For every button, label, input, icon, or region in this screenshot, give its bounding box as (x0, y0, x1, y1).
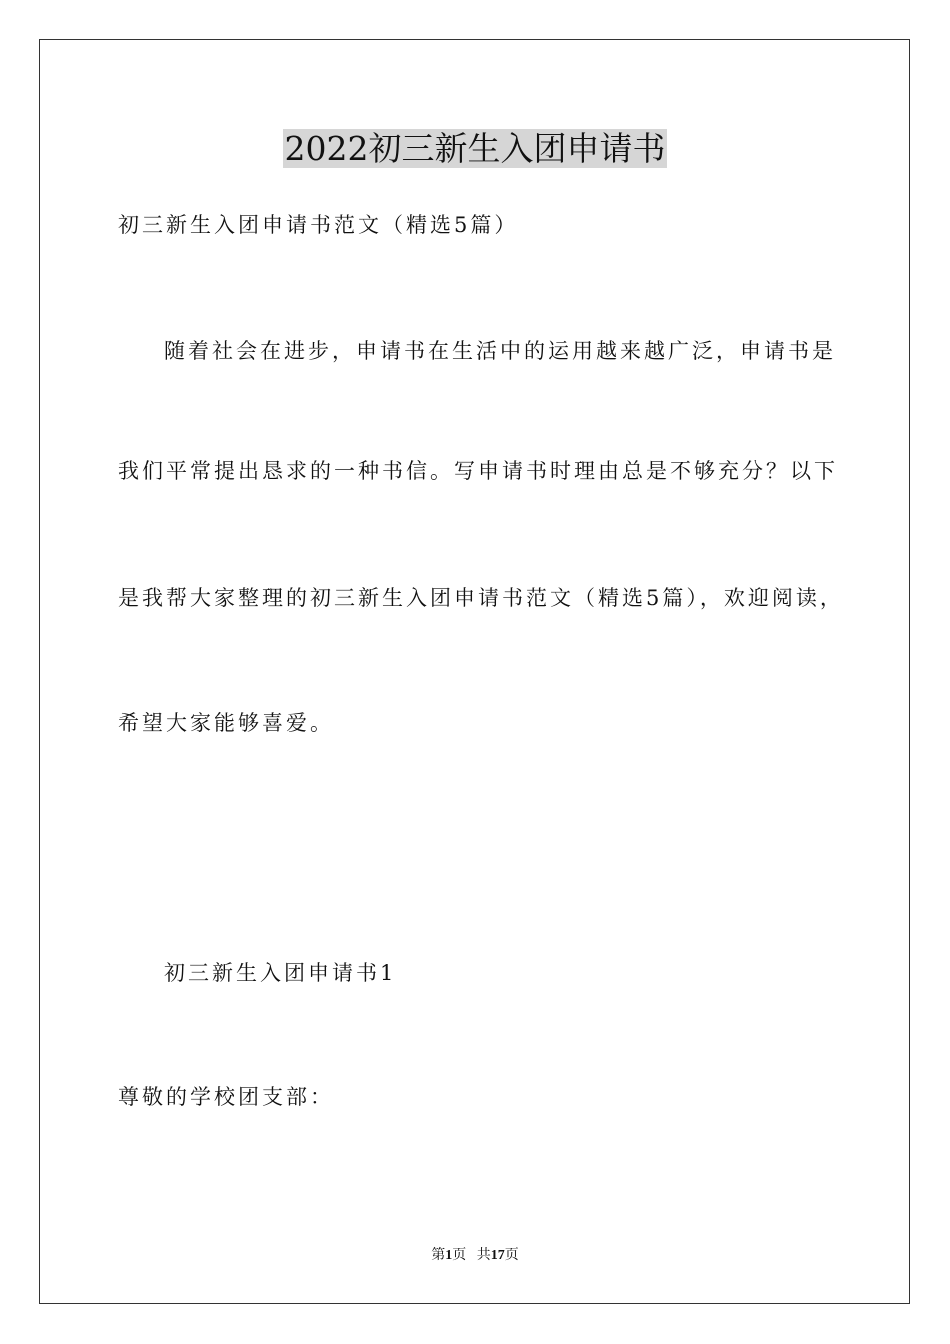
footer-page-suffix: 页 (452, 1248, 467, 1263)
footer-total-pages: 17 (490, 1248, 505, 1263)
intro-line-3: 是我帮大家整理的初三新生入团申请书范文（精选5篇），欢迎阅读， (118, 586, 844, 610)
document-title-text: 2022初三新生入团申请书 (284, 129, 666, 168)
footer-page-number: 1 (445, 1248, 453, 1263)
section-heading: 初三新生入团申请书1 (164, 961, 397, 985)
salutation: 尊敬的学校团支部： (118, 1085, 334, 1109)
document-title (0, 128, 950, 170)
footer-total-prefix: 共 (476, 1248, 491, 1263)
footer-total-suffix: 页 (504, 1248, 519, 1263)
document-subtitle: 初三新生入团申请书范文（精选5篇） (118, 213, 519, 237)
intro-line-4: 希望大家能够喜爱。 (118, 711, 334, 735)
intro-line-2: 我们平常提出恳求的一种书信。写申请书时理由总是不够充分？以下 (118, 459, 838, 483)
page-footer (0, 1246, 950, 1266)
footer-page-prefix: 第 (431, 1248, 446, 1263)
intro-line-1: 随着社会在进步，申请书在生活中的运用越来越广泛，申请书是 (164, 339, 836, 363)
